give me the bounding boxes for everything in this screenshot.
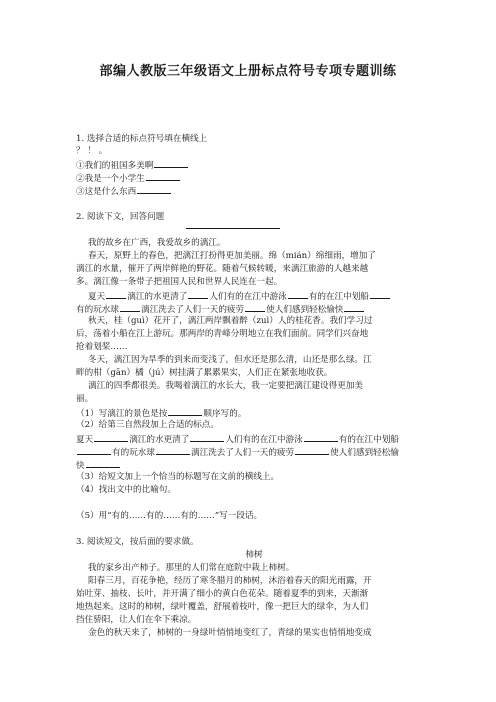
punctuation-blank[interactable] [370,289,390,299]
answer-blank[interactable] [137,184,171,194]
q3-paragraph-2-line-4: 挡住骄阳，让人们在伞下乘凉。 [76,615,197,625]
answer-blank[interactable] [146,171,180,181]
document-title: 部编人教版三年级语文上册标点符号专项专题训练 [99,64,397,79]
q2-paragraph-2-line-1: 春天，原野上的春色，把漓江打扮得更加美丽。绵（mián）绵细雨，增加了 [88,251,376,261]
q2-paragraph-6-line-2: 丽。 [76,394,94,404]
punctuation-blank[interactable] [288,289,308,299]
q2-sub-question-3: （3）给短文加上一个恰当的标题写在文前的横线上。 [76,472,280,482]
q2-paragraph-4-line-3: 抢着划桨…… [76,342,128,352]
q1-punctuation-options: ？ ！ 。 [76,146,108,156]
punctuation-blank[interactable] [190,432,224,442]
q2-sub-question-2: （2）给第三自然段加上合适的标点。 [76,420,219,430]
q1-item-1: ①我们的祖国多美啊 [76,158,432,173]
punctuation-blank[interactable] [94,432,128,442]
punctuation-blank[interactable] [245,302,265,312]
punctuation-blank[interactable] [295,445,329,455]
q3-paragraph-3-line-1: 金色的秋天来了，柿树的一身绿叶悄悄地变红了，青绿的果实也悄悄地变成 [88,628,372,638]
q2-paragraph-4-line-1: 秋天，桂（guì）花开了，漓江两岸飘着醉（zuì）人的桂花香。我们学习过 [88,316,373,326]
answer-blank[interactable] [168,406,202,416]
q2-rewrite-line-3: 快 [76,458,432,473]
q2-paragraph-1: 我的故乡在广西，我爱故乡的漓江。 [88,238,226,248]
punctuation-blank[interactable] [344,302,364,312]
q2-heading: 2. 阅读下文，回答问题 [76,212,165,222]
q2-rewrite-line-2: 有的玩水球 漓江洗去了人们一天的疲劳 使人们感到轻松愉 [76,445,432,460]
punctuation-blank[interactable] [188,289,208,299]
q1-heading: 1. 选择合适的标点符号填在横线上 [76,134,208,144]
q2-paragraph-3-line-1: 夏天 漓江的水更清了 人们有的在江中游泳 有的在江中划船 [88,289,432,304]
q3-paragraph-2-line-2: 始吐芽、抽枝、长叶，并开满了细小的黄白色花朵。随着夏季的到来，天渐渐 [76,589,369,599]
q2-paragraph-5-line-1: 冬天，漓江因为旱季的到来而变浅了，但水还是那么清，山还是那么绿。江 [88,355,372,365]
punctuation-blank[interactable] [156,445,190,455]
q2-paragraph-2-line-3: 多。漓江像一条带子把祖国人民和世界人民连在一起。 [76,277,283,287]
q2-paragraph-4-line-2: 后，荡着小船在江上游玩。那两岸的青峰分明地立在我们面前。同学们兴奋地 [76,329,369,339]
q2-paragraph-3-line-2: 有的玩水球 漓江洗去了人们一天的疲劳 使人们感到轻松愉快 [76,302,432,317]
q2-sub-question-4: （4）找出文中的比喻句。 [76,485,176,495]
punctuation-blank[interactable] [77,445,111,455]
q2-paragraph-2-line-2: 漓江的水量，催开了两岸鲜艳的野花。随着气候转暖，来漓江旅游的人越来越 [76,264,369,274]
punctuation-blank[interactable] [304,432,338,442]
q3-heading: 3. 阅读短文，按后面的要求做。 [76,537,199,547]
q2-sub-question-1: （1）写漓江的景色是按 顺序写的。 [76,406,432,421]
q3-paragraph-2-line-3: 地热起来。这时的柿树，绿叶覆盖，舒展着枝叶，像一把巨大的绿伞，为人们 [76,602,369,612]
q1-item-2: ②我是一个小学生 [76,171,432,186]
answer-blank[interactable] [154,158,188,168]
q2-paragraph-5-line-2: 畔的柑（gān）橘（jú）树挂满了累累果实，人们正在紧张地收获。 [76,368,333,378]
q3-paragraph-2-line-1: 阳春三月，百花争艳，经历了寒冬腊月的柿树，沐浴着春天的阳光雨露，开 [88,576,372,586]
title-answer-line[interactable] [186,228,280,229]
punctuation-blank[interactable] [106,289,126,299]
q2-paragraph-6-line-1: 漓江的四季都很美。我喝着漓江的水长大，我一定要把漓江建设得更加美 [88,381,364,391]
q3-paragraph-1: 我的家乡出产柿子。那里的人们常在庭院中栽上柿树。 [88,563,295,573]
q1-item-3: ③这是什么东西 [76,184,432,199]
q2-rewrite-line-1: 夏天 漓江的水更清了 人们有的在江中游泳 有的在江中划船 [76,432,432,447]
punctuation-blank[interactable] [86,458,120,468]
q2-sub-question-5: （5）用“有的……有的……有的……”写一段话。 [76,511,263,521]
q3-passage-title: 柿树 [245,550,263,560]
punctuation-blank[interactable] [120,302,140,312]
